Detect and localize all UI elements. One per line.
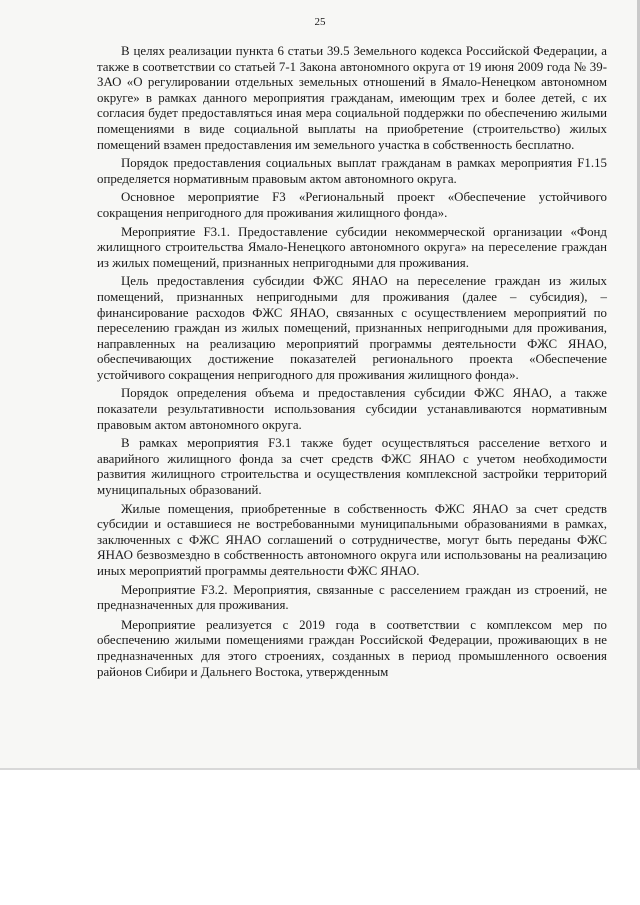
paragraph-activity-f3-1: Мероприятие F3.1. Предоставление субсидии некоммерческой организации «Фонд жилищного строительства Ямало-Ненецкого автономного округа» на переселение граждан из жилых помещений, признанных непригодными для проживания. — [97, 224, 607, 270]
paragraph-activity-f3-2: Мероприятие F3.2. Мероприятия, связанные с расселением граждан из строений, не предназначенных для проживания. — [97, 582, 607, 613]
page-number: 25 — [314, 16, 326, 28]
paragraph-main-activity-f3: Основное мероприятие F3 «Региональный проект «Обеспечение устойчивого сокращения непригодного для проживания жилищного фонда». — [97, 190, 607, 220]
paragraph-subsidy-order: Порядок определения объема и предоставления субсидии ФЖС ЯНАО, а также показатели результативности использования субсидии устанавливаются нормативным правовым актом автономного округа. — [97, 386, 607, 432]
paragraph-subsidy-goal: Цель предоставления субсидии ФЖС ЯНАО на переселение граждан из жилых помещений, признанных непригодными для проживания (далее – субсидия), – финансирование расходов ФЖС ЯНАО, связанных с осуществлением мероприятий по переселению граждан из жилых помещений, признанных непригодными для проживания, направленных на реализацию мероприятий программы деятельности ФЖС ЯНАО, обеспечивающих достижение показателей регионального проекта «Обеспечение устойчивого сокращения непригодного для проживания жилищного фонда». — [97, 274, 607, 382]
paragraph-activity-since-2019: Мероприятие реализуется с 2019 года в соответствии с комплексом мер по обеспечению жилыми помещениями граждан Российской Федерации, проживающих в не предназначенных для этого строениях, созданных в период промышленного освоения районов Сибири и Дальнего Востока, утвержденным — [97, 617, 607, 679]
paragraph-social-payments-order: Порядок предоставления социальных выплат гражданам в рамках мероприятия F1.15 определяется нормативным правовым актом автономного округа. — [97, 156, 607, 186]
document-body — [97, 44, 607, 683]
paragraph-land-code: В целях реализации пункта 6 статьи 39.5 Земельного кодекса Российской Федерации, а также в соответствии со статьей 7-1 Закона автономного округа от 19 июня 2009 года № 39-ЗАО «О регулировании отдельных земельных отношений в Ямало-Ненецком автономном округе» в рамках данного мероприятия гражданам, имеющим трех и более детей, с их согласия будет предоставляться иная мера социальной поддержки по обеспечению жилыми помещениями в виде социальной выплаты на приобретение (строительство) жилых помещений взамен предоставления им земельного участка в собственность бесплатно. — [97, 44, 607, 152]
paragraph-housing-transfer: Жилые помещения, приобретенные в собственность ФЖС ЯНАО за счет средств субсидии и оставшиеся не востребованными муниципальными образованиями в рамках, заключенных с ФЖС ЯНАО соглашений о сотрудничестве, могут быть переданы ФЖС ЯНАО безвозмездно в собственность автономного округа или использованы на реализацию иных мероприятий программы деятельности ФЖС ЯНАО. — [97, 501, 607, 578]
paragraph-resettlement-fund: В рамках мероприятия F3.1 также будет осуществляться расселение ветхого и аварийного жилищного фонда за счет средств ФЖС ЯНАО с учетом необходимости развития жилищного строительства и осуществления комплексной застройки территорий муниципальных образований. — [97, 436, 607, 498]
